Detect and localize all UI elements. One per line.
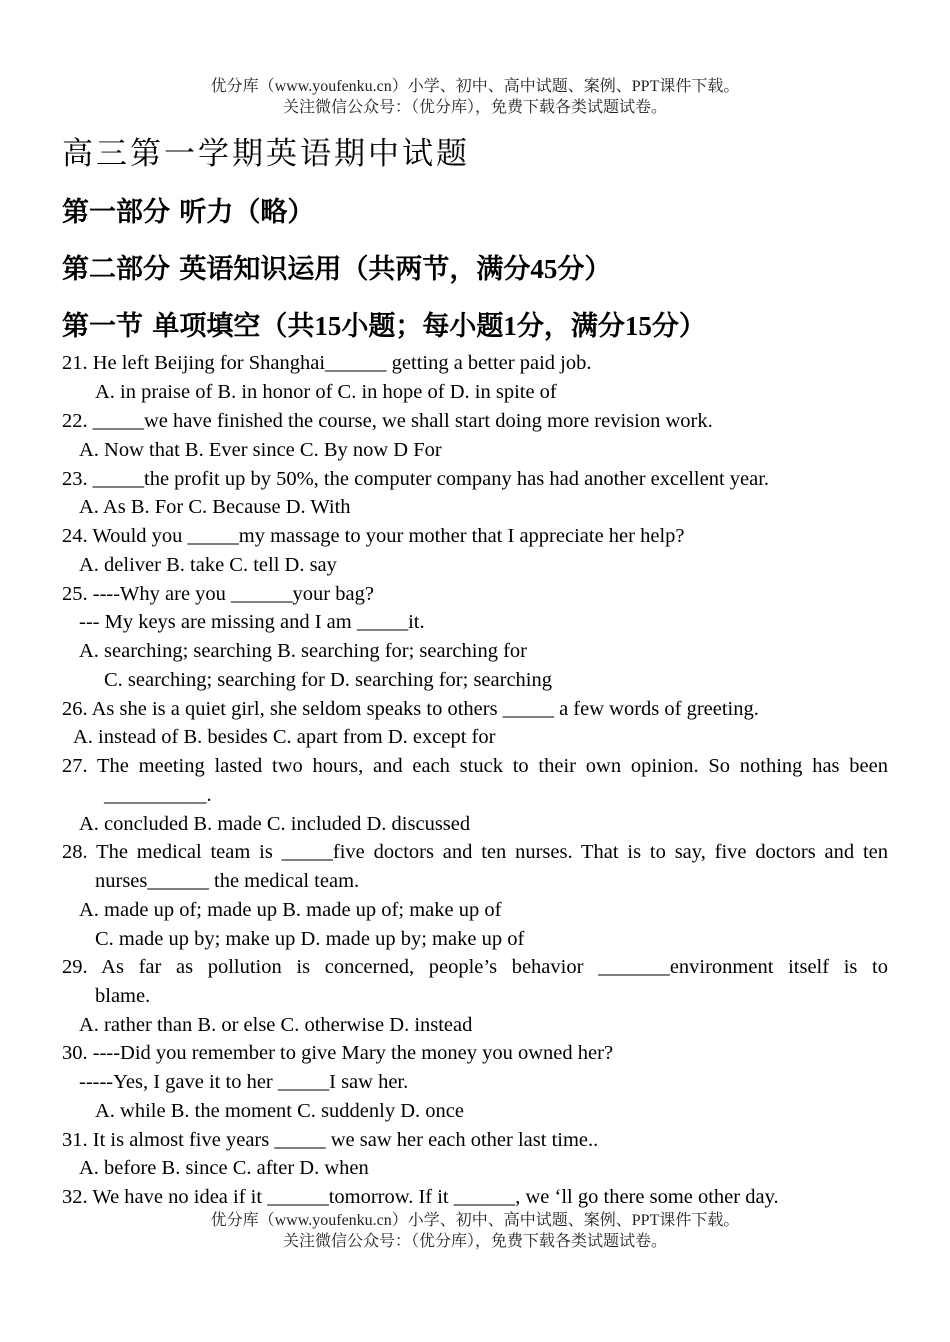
section-1-total: 15 (624, 311, 652, 341)
question-23: 23. _____the profit up by 50%, the computer company has had another excellent year. (62, 468, 770, 490)
section-1-heading (62, 304, 706, 343)
question-28-options-1: A. made up of; made up B. made up of; make up of (79, 899, 502, 921)
question-30-reply: -----Yes, I gave it to her _____I saw her. (79, 1071, 409, 1093)
question-27-options: A. concluded B. made C. included D. discussed (79, 813, 471, 835)
question-28: 28. The medical team is _____five doctors and ten nurses. That is to say, five doctors and ten (62, 841, 888, 863)
question-25-options-2: C. searching; searching for D. searching for; searching (104, 669, 552, 691)
question-21-options: A. in praise of B. in honor of C. in hope of D. in spite of (95, 381, 557, 403)
section-1-text-d: 分） (651, 311, 706, 342)
part-2-heading (62, 247, 611, 286)
question-28-options-2: C. made up by; make up D. made up by; make up of (95, 928, 525, 950)
page-title: 高三第一学期英语期中试题 (62, 136, 470, 172)
question-30: 30. ----Did you remember to give Mary the money you owned her? (62, 1042, 614, 1064)
question-29: 29. As far as pollution is concerned, people’s behavior _______environment itself is to (62, 956, 888, 978)
question-32: 32. We have no idea if it ______tomorrow. If it ______, we ‘ll go there some other day. (62, 1186, 779, 1208)
question-24: 24. Would you _____my massage to your mother that I appreciate her help? (62, 525, 685, 547)
footer-line-2: 关注微信公众号：（优分库），免费下载各类试题试卷。 (282, 1233, 667, 1250)
question-29-cont: blame. (95, 985, 151, 1007)
question-26-options: A. instead of B. besides C. apart from D. except for (73, 726, 496, 748)
section-1-text-b: 小题；每小题 (341, 311, 504, 342)
question-25: 25. ----Why are you ______your bag? (62, 583, 374, 605)
part-2-score: 45 (530, 254, 558, 284)
question-27: 27. The meeting lasted two hours, and each stuck to their own opinion. So nothing has been (62, 755, 888, 777)
footer-line-1: 优分库（www.youfenku.cn）小学、初中、高中试题、案例、PPT课件下载。 (210, 1212, 740, 1229)
part-2-heading-text-b: 分） (557, 254, 612, 285)
part-1-heading: 第一部分 听力（略） (62, 197, 315, 228)
question-26: 26. As she is a quiet girl, she seldom speaks to others _____ a few words of greeting. (62, 698, 759, 720)
section-1-text-a: 第一节 单项填空（共 (62, 311, 315, 342)
question-29-options: A. rather than B. or else C. otherwise D. instead (79, 1014, 473, 1036)
question-24-options: A. deliver B. take C. tell D. say (79, 554, 337, 576)
question-31: 31. It is almost five years _____ we saw her each other last time.. (62, 1129, 599, 1151)
part-2-heading-text-a: 第二部分 英语知识运用（共两节，满分 (62, 254, 531, 285)
section-1-points-each: 1 (503, 311, 517, 341)
question-21: 21. He left Beijing for Shanghai______ getting a better paid job. (62, 352, 592, 374)
section-1-text-c: 分，满分 (516, 311, 625, 342)
question-22-options: A. Now that B. Ever since C. By now D For (79, 439, 442, 461)
question-30-options: A. while B. the moment C. suddenly D. once (95, 1100, 464, 1122)
question-25-options-1: A. searching; searching B. searching for; searching for (79, 640, 527, 662)
question-25-reply: --- My keys are missing and I am _____it. (79, 611, 425, 633)
section-1-question-count: 15 (314, 311, 342, 341)
header-line-2: 关注微信公众号：（优分库），免费下载各类试题试卷。 (282, 99, 667, 116)
question-22: 22. _____we have finished the course, we shall start doing more revision work. (62, 410, 713, 432)
question-28-cont: nurses______ the medical team. (95, 870, 360, 892)
question-23-options: A. As B. For C. Because D. With (79, 496, 351, 518)
header-line-1: 优分库（www.youfenku.cn）小学、初中、高中试题、案例、PPT课件下载。 (210, 78, 740, 95)
question-31-options: A. before B. since C. after D. when (79, 1157, 369, 1179)
question-27-blank: __________. (104, 784, 212, 806)
